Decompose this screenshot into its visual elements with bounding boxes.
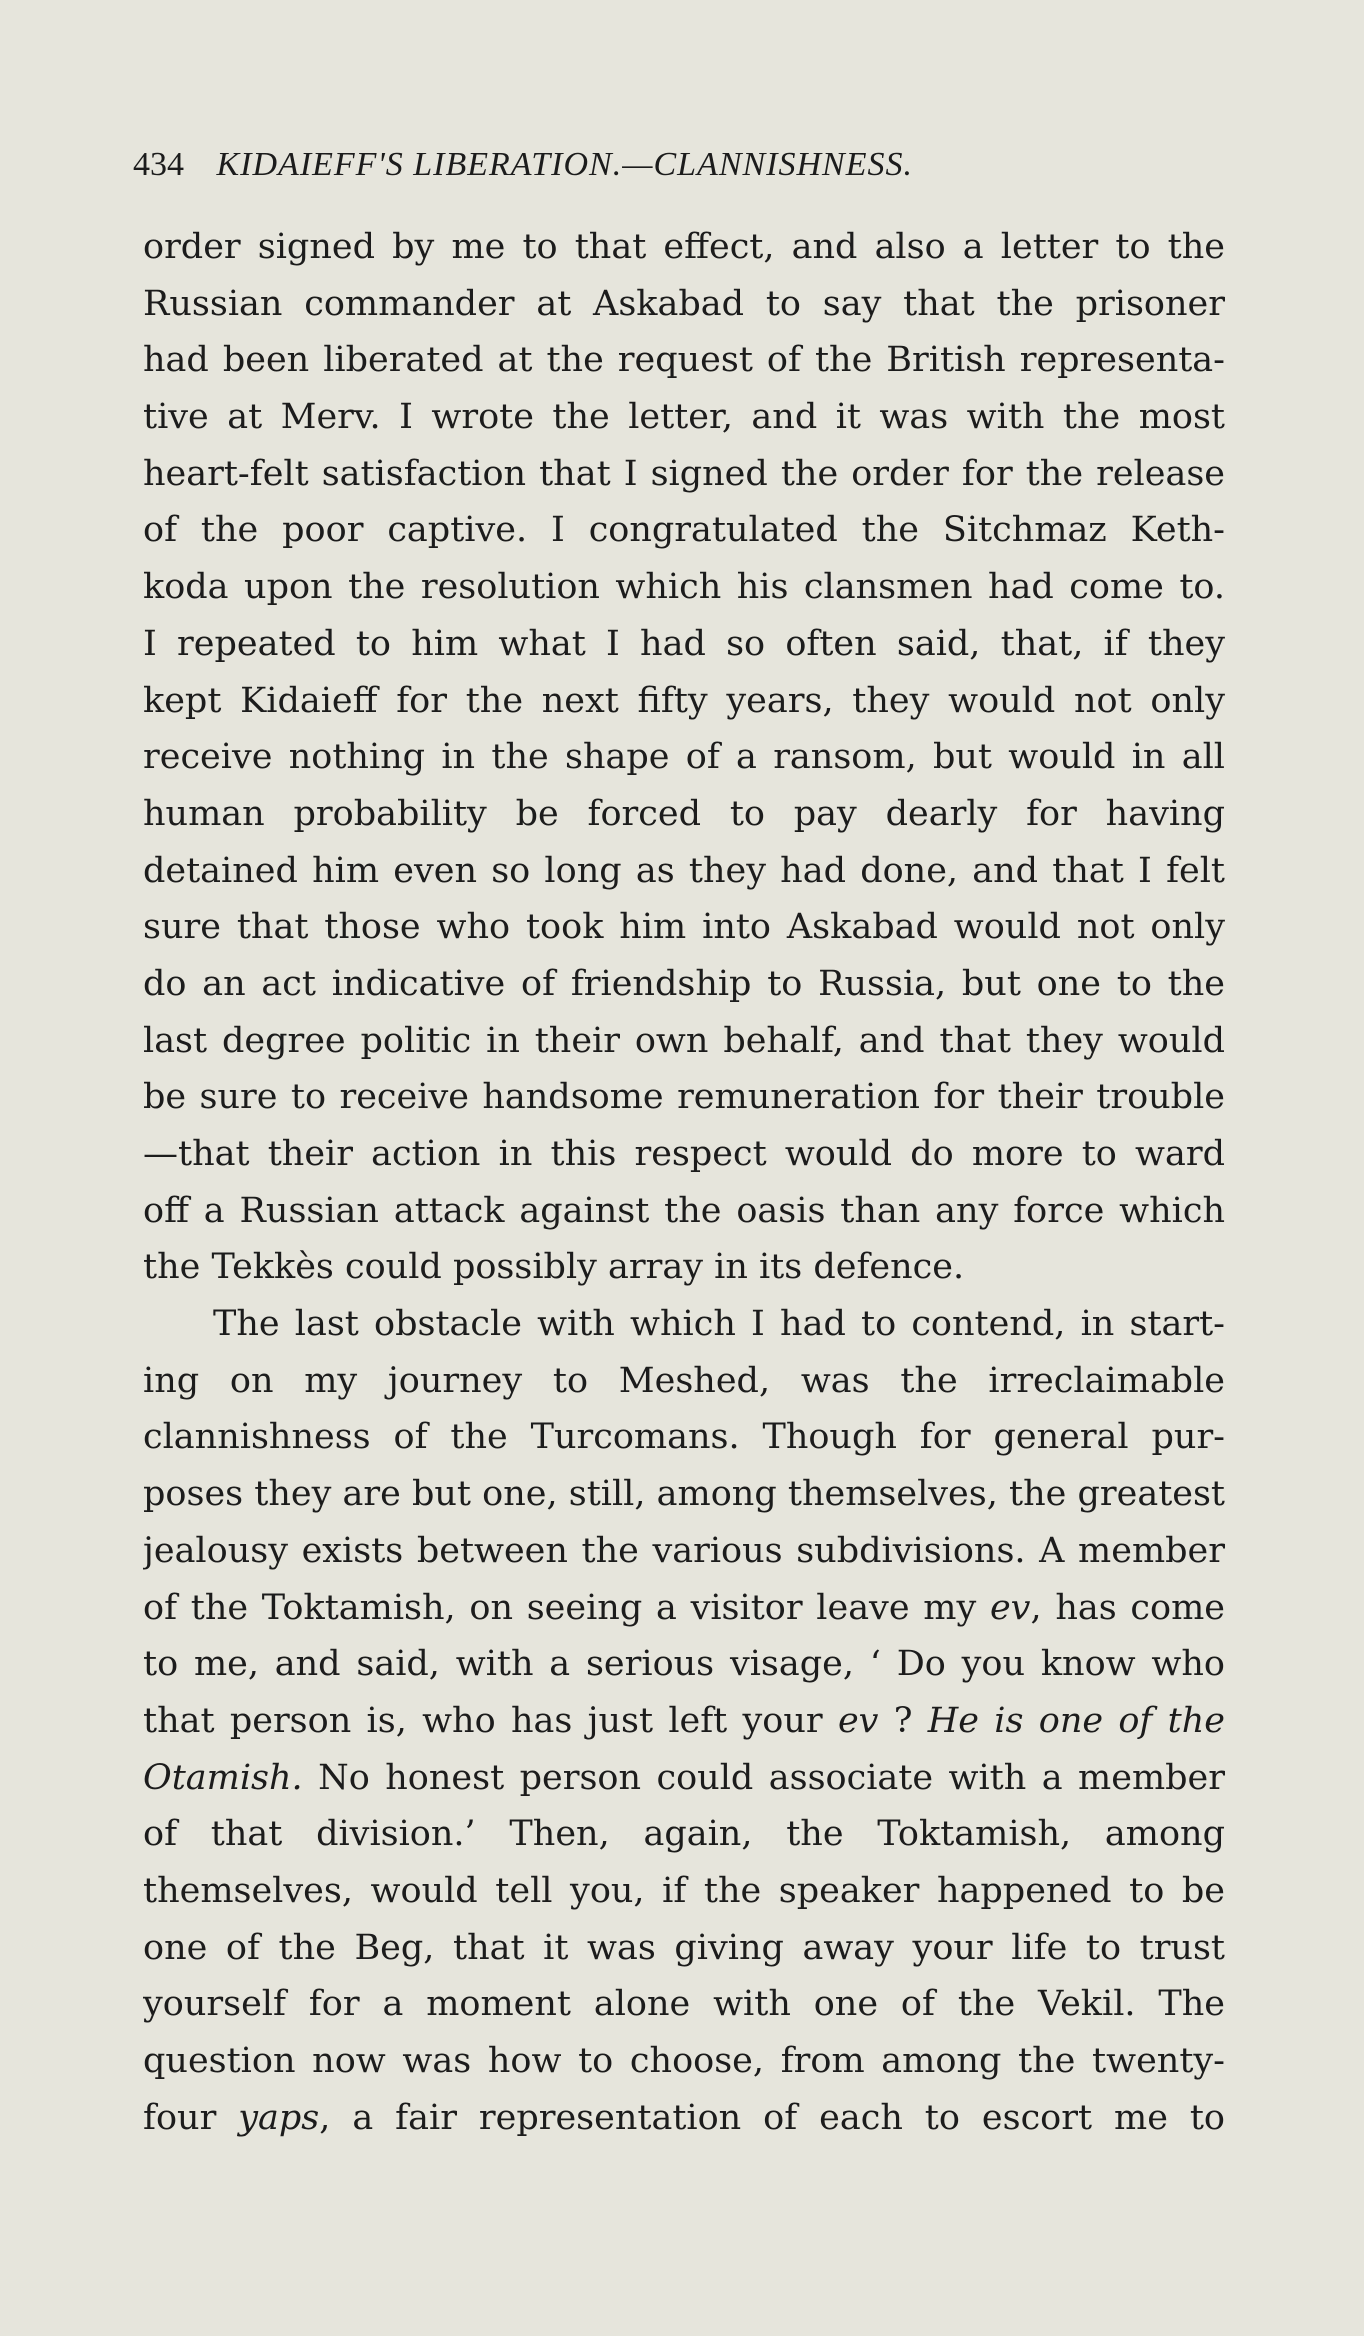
text-fragment: to me, and said, with a serious visage, ‘ Do you know who [143, 1644, 1225, 1685]
text-fragment: human probability be forced to pay dearly for having [143, 793, 1225, 834]
text-line [143, 502, 1225, 559]
text-line [143, 1409, 1225, 1466]
text-fragment: be sure to receive handsome remuneration for their trouble [143, 1077, 1225, 1118]
text-fragment: ing on my journey to Meshed, was the irreclaimable [143, 1360, 1225, 1401]
text-line [143, 389, 1225, 446]
text-fragment: The last obstacle with which I had to contend, in start- [213, 1304, 1225, 1345]
text-line [143, 1580, 1225, 1637]
text-fragment: receive nothing in the shape of a ransom, but would in all [143, 737, 1225, 778]
text-fragment: sure that those who took him into Askabad would not only [143, 907, 1225, 948]
text-fragment: last degree politic in their own behalf, and that they would [143, 1020, 1225, 1061]
text-line [143, 2090, 1225, 2147]
text-fragment: yourself for a moment alone with one of the Vekil. The [143, 1984, 1225, 2025]
text-line [143, 1013, 1225, 1070]
text-line [143, 1693, 1225, 1750]
text-fragment: off a Russian attack against the oasis than any force which [143, 1190, 1225, 1231]
text-line [143, 1183, 1225, 1240]
text-fragment: Russian commander at Askabad to say that the prisoner [143, 283, 1225, 324]
text-fragment: kept Kidaieff for the next fifty years, they would not only [143, 680, 1225, 721]
text-line [143, 1126, 1225, 1183]
text-fragment: , a fair representation of each to escort me to [319, 2097, 1225, 2138]
text-fragment: had been liberated at the request of the British representa- [143, 340, 1225, 381]
text-line [143, 899, 1225, 956]
text-line [143, 219, 1225, 276]
running-head-title: KIDAIEFF'S LIBERATION.—CLANNISHNESS. [216, 146, 913, 183]
text-line [143, 956, 1225, 1013]
text-line [143, 332, 1225, 389]
text-fragment: heart-felt satisfaction that I signed the order for the release [143, 453, 1225, 494]
page-number: 434 [133, 146, 184, 183]
text-line [143, 1976, 1225, 2033]
text-line [143, 673, 1225, 730]
text-line [143, 1806, 1225, 1863]
italic-text: ev [989, 1587, 1031, 1628]
running-head [133, 140, 1233, 190]
text-fragment: jealousy exists between the various subdivisions. A member [143, 1530, 1225, 1571]
body-text [143, 219, 1225, 2146]
text-fragment: order signed by me to that effect, and also a letter to the [143, 227, 1225, 267]
text-fragment: No honest person could associate with a member [302, 1757, 1225, 1798]
text-fragment: , has come [1030, 1587, 1225, 1628]
text-fragment: the Tekkès could possibly array in its defence. [143, 1247, 965, 1288]
text-line [143, 1466, 1225, 1523]
text-fragment: clannishness of the Turcomans. Though for general pur- [143, 1417, 1225, 1458]
text-fragment: of that division.’ Then, again, the Toktamish, among [143, 1814, 1225, 1855]
italic-text: Otamish. [143, 1757, 303, 1798]
text-line [143, 1353, 1225, 1410]
text-fragment: four [143, 2097, 239, 2138]
text-fragment: —that their action in this respect would do more to ward [143, 1134, 1225, 1174]
text-line [143, 276, 1225, 333]
text-fragment: of the Toktamish, on seeing a visitor leave my [143, 1587, 990, 1628]
text-fragment: ? [878, 1700, 928, 1741]
text-line [143, 843, 1225, 900]
text-line [143, 729, 1225, 786]
text-fragment: detained him even so long as they had done, and that I felt [143, 850, 1225, 891]
text-line [143, 786, 1225, 843]
text-line [143, 1239, 1225, 1296]
text-fragment: of the poor captive. I congratulated the Sitchmaz Keth- [143, 510, 1225, 551]
text-fragment: do an act indicative of friendship to Russia, but one to the [143, 963, 1225, 1004]
text-line [143, 2033, 1225, 2090]
text-line [143, 1523, 1225, 1580]
text-fragment: one of the Beg, that it was giving away your life to trust [143, 1927, 1225, 1968]
italic-text: He is one of the [927, 1700, 1225, 1741]
text-fragment: question now was how to choose, from among the twenty- [143, 2041, 1225, 2081]
text-line [143, 446, 1225, 503]
text-line [143, 1863, 1225, 1920]
text-fragment: poses they are but one, still, among themselves, the greatest [143, 1474, 1225, 1515]
text-fragment: tive at Merv. I wrote the letter, and it was with the most [143, 397, 1225, 438]
italic-text: ev [837, 1700, 879, 1741]
text-line [143, 559, 1225, 616]
text-fragment: that person is, who has just left your [143, 1700, 838, 1741]
text-fragment: themselves, would tell you, if the speaker happened to be [143, 1870, 1225, 1911]
text-line [143, 616, 1225, 673]
text-line [143, 1750, 1225, 1807]
text-line [143, 1069, 1225, 1126]
text-line [143, 1296, 1225, 1353]
text-fragment: I repeated to him what I had so often said, that, if they [143, 623, 1225, 664]
text-line [143, 1636, 1225, 1693]
text-fragment: koda upon the resolution which his clansmen had come to. [143, 567, 1225, 608]
text-line [143, 1920, 1225, 1977]
italic-text: yaps [238, 2097, 320, 2138]
